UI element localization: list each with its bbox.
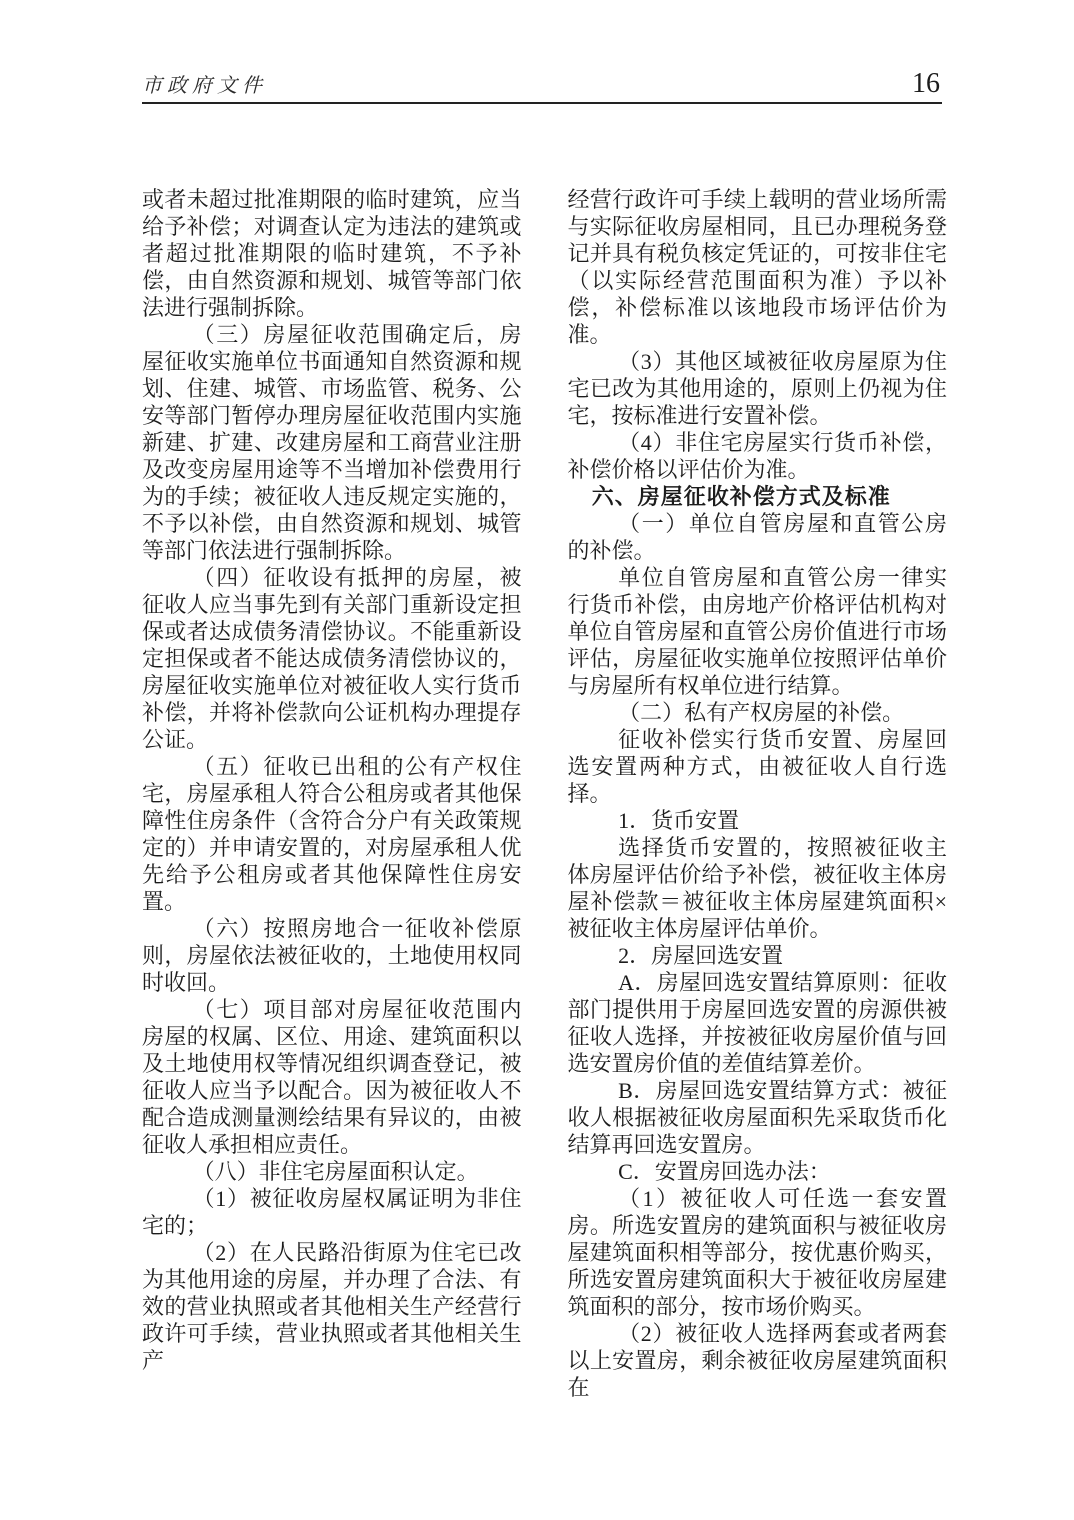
paragraph: （2）在人民路沿街原为住宅已改为其他用途的房屋，并办理了合法、有效的营业执照或者其他相关生产经营行政许可手续，营业执照或者其他相关生产: [142, 1240, 522, 1373]
paragraph: 选择货币安置的，按照被征收主体房屋评估价给予补偿，被征收主体房屋补偿款＝被征收主体房屋建筑面积×被征收主体房屋评估单价。: [567, 835, 947, 941]
page-header: [142, 70, 942, 104]
paragraph: 或者未超过批准期限的临时建筑，应当给予补偿；对调查认定为违法的建筑或者超过批准期限的临时建筑，不予补偿，由自然资源和规划、城管等部门依法进行强制拆除。: [142, 187, 522, 320]
page-content: [142, 186, 947, 1401]
paragraph: （五）征收已出租的公有产权住宅，房屋承租人符合公租房或者其他保障性住房条件（含符合分户有关政策规定的）并申请安置的，对房屋承租人优先给予公租房或者其他保障性住房安置。: [142, 754, 522, 914]
paragraph: （二）私有产权房屋的补偿。: [618, 700, 905, 725]
paragraph: （1）被征收房屋权属证明为非住宅的；: [142, 1186, 522, 1238]
paragraph: 2．房屋回选安置: [618, 943, 784, 968]
paragraph: 征收补偿实行货币安置、房屋回选安置两种方式，由被征收人自行选择。: [567, 727, 947, 806]
paragraph: （2）被征收人选择两套或者两套以上安置房，剩余被征收房屋建筑面积在: [567, 1321, 947, 1400]
paragraph: （六）按照房地合一征收补偿原则，房屋依法被征收的，土地使用权同时收回。: [142, 916, 522, 995]
header-page-number: 16: [912, 68, 940, 99]
paragraph: A．房屋回选安置结算原则：征收部门提供用于房屋回选安置的房源供被征收人选择，并按被征收房屋价值与回选安置房价值的差值结算差价。: [567, 970, 947, 1076]
paragraph: （四）征收设有抵押的房屋，被征收人应当事先到有关部门重新设定担保或者达成债务清偿协议。不能重新设定担保或者不能达成债务清偿协议的，房屋征收实施单位对被征收人实行货币补偿，并将补偿款向公证机构办理提存公证。: [142, 565, 522, 752]
paragraph: 1．货币安置: [618, 808, 740, 833]
paragraph: （三）房屋征收范围确定后，房屋征收实施单位书面通知自然资源和规划、住建、城管、市场监管、税务、公安等部门暂停办理房屋征收范围内实施新建、扩建、改建房屋和工商营业注册及改变房屋用途等不当增加补偿费用行为的手续；被征收人违反规定实施的，不予以补偿，由自然资源和规划、城管等部门依法进行强制拆除。: [142, 322, 522, 563]
paragraph: （1）被征收人可任选一套安置房。所选安置房的建筑面积与被征收房屋建筑面积相等部分，按优惠价购买，所选安置房建筑面积大于被征收房屋建筑面积的部分，按市场价购买。: [567, 1186, 947, 1319]
paragraph: （八）非住宅房屋面积认定。: [192, 1159, 479, 1184]
header-doc-label: 市政府文件: [142, 75, 267, 97]
paragraph: 经营行政许可手续上载明的营业场所需与实际征收房屋相同，且已办理税务登记并具有税负核定凭证的，可按非住宅（以实际经营范围面积为准）予以补偿，补偿标准以该地段市场评估价为准。: [567, 187, 947, 347]
page-sheet: [0, 70, 947, 1401]
paragraph: （一）单位自管房屋和直管公房的补偿。: [567, 511, 947, 563]
paragraph: （3）其他区域被征收房屋原为住宅已改为其他用途的，原则上仍视为住宅，按标准进行安置补偿。: [567, 349, 947, 428]
paragraph: B．房屋回选安置结算方式：被征收人根据被征收房屋面积先采取货币化结算再回选安置房。: [567, 1078, 947, 1157]
left-column: [142, 186, 522, 1401]
section-heading: 六、房屋征收补偿方式及标准: [591, 484, 891, 509]
paragraph: （七）项目部对房屋征收范围内房屋的权属、区位、用途、建筑面积以及土地使用权等情况组织调查登记，被征收人应当予以配合。因为被征收人不配合造成测量测绘结果有异议的，由被征收人承担相应责任。: [142, 997, 522, 1157]
right-column: [568, 186, 948, 1401]
paragraph: C．安置房回选办法：: [618, 1159, 831, 1184]
paragraph: （4）非住宅房屋实行货币补偿，补偿价格以评估价为准。: [567, 430, 947, 482]
paragraph: 单位自管房屋和直管公房一律实行货币补偿，由房地产价格评估机构对单位自管房屋和直管公房价值进行市场评估，房屋征收实施单位按照评估单价与房屋所有权单位进行结算。: [567, 565, 947, 698]
